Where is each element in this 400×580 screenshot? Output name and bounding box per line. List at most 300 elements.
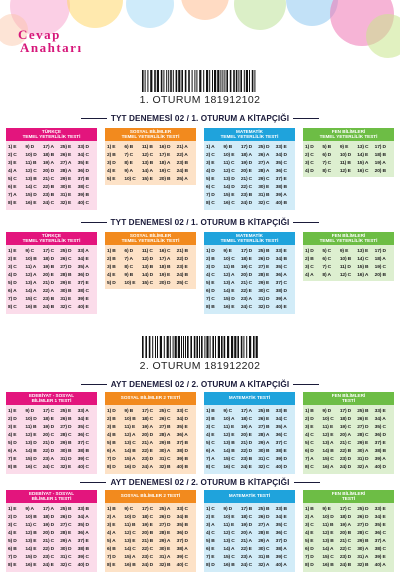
answer-cell: 15) C	[322, 457, 334, 463]
answer-row	[107, 159, 194, 167]
answer-cell: 12) C	[25, 168, 37, 174]
answer-cell: 8) B	[206, 305, 215, 311]
answer-row	[107, 255, 194, 263]
answer-cell: 9) D	[322, 408, 332, 414]
test-column-fen	[303, 128, 394, 210]
answer-row	[206, 263, 293, 271]
answer-cell: 5) E	[305, 538, 314, 544]
answer-row	[107, 415, 194, 423]
answer-row	[107, 464, 194, 472]
answer-cell: 16) D	[159, 144, 171, 150]
answer-list	[6, 141, 97, 210]
test-header	[204, 392, 295, 405]
answer-cell: 15) A	[124, 457, 136, 463]
answer-cell: 31) B	[258, 555, 270, 561]
test-column-matematik	[204, 490, 295, 572]
answer-cell: 39) C	[77, 457, 89, 463]
answer-cell: 4) B	[107, 432, 116, 438]
answer-cell: 35) C	[275, 264, 287, 270]
answer-cell: 3) C	[305, 160, 314, 166]
answer-cell: 19) C	[374, 264, 386, 270]
answer-cell: 9) C	[124, 506, 134, 512]
answer-cell: 31) A	[357, 555, 369, 561]
answer-cell: 13) D	[25, 440, 37, 446]
test-column-fen	[303, 392, 394, 474]
answer-cell: 16) B	[322, 563, 334, 569]
answer-cell: 40) D	[374, 465, 386, 471]
answer-cell: 13) E	[124, 538, 136, 544]
answer-cell: 25) B	[258, 248, 270, 254]
answer-row	[107, 271, 194, 279]
answer-cell: 16) C	[25, 465, 37, 471]
answer-row	[8, 513, 95, 521]
answer-cell: 35) A	[77, 264, 89, 270]
answer-cell: 40) B	[275, 201, 287, 207]
answer-cell: 33) E	[374, 408, 386, 414]
answer-cell: 23) B	[42, 193, 55, 199]
answer-cell: 6) B	[8, 547, 17, 553]
test-header	[204, 128, 295, 141]
answer-cell: 27) C	[60, 522, 72, 528]
answer-cell: 34) E	[275, 514, 287, 520]
answer-cell: 31) D	[357, 457, 369, 463]
answer-cell: 24) A	[141, 465, 153, 471]
answer-row	[305, 271, 392, 279]
answer-cell: 21) A	[141, 440, 153, 446]
answer-cell: 20) E	[42, 272, 54, 278]
answer-cell: 20) B	[339, 530, 352, 536]
answer-cell: 23) D	[339, 555, 352, 561]
answer-row	[206, 439, 293, 447]
answer-cell: 32) A	[258, 563, 270, 569]
answer-cell: 36) D	[176, 530, 188, 536]
answer-cell: 22) E	[240, 547, 252, 553]
answer-cell: 11) B	[322, 522, 334, 528]
barcode-image	[142, 70, 258, 94]
answer-list	[204, 245, 295, 314]
answer-cell: 12) D	[141, 256, 154, 262]
answer-cell: 14) D	[141, 272, 154, 278]
answer-cell: 24) D	[240, 201, 253, 207]
answer-cell: 19) C	[240, 264, 253, 270]
answer-cell: 22) A	[176, 152, 188, 158]
answer-cell: 17) D	[240, 144, 253, 150]
answer-cell: 22) B	[339, 449, 352, 455]
answer-cell: 13) A	[25, 280, 37, 286]
answer-cell: 5) B	[107, 440, 116, 446]
answer-row	[107, 545, 194, 553]
answer-cell: 16) C	[223, 465, 235, 471]
answer-cell: 19) D	[240, 522, 253, 528]
answer-cell: 39) E	[374, 555, 386, 561]
answer-cell: 32) B	[159, 563, 171, 569]
answer-cell: 24) B	[176, 272, 188, 278]
answer-cell: 32) E	[60, 201, 72, 207]
answer-cell: 38) C	[77, 185, 89, 191]
answer-cell: 24) E	[42, 563, 54, 569]
answer-cell: 27) B	[258, 424, 270, 430]
answer-row	[8, 537, 95, 545]
answer-cell: 15) A	[357, 160, 369, 166]
test-column-fen	[303, 232, 394, 314]
answer-cell: 6) D	[206, 289, 215, 295]
answer-cell: 21) B	[176, 248, 188, 254]
answer-cell: 16) E	[25, 563, 37, 569]
test-header	[303, 392, 394, 405]
test-header-line: TÜRKÇE	[41, 232, 62, 238]
answer-cell: 16) C	[159, 248, 171, 254]
answer-cell: 37) C	[275, 440, 287, 446]
answer-cell: 2) A	[305, 514, 314, 520]
answer-cell: 11) C	[25, 522, 37, 528]
answer-cell: 36) C	[275, 168, 287, 174]
answer-row	[305, 407, 392, 415]
answer-cell: 36) D	[77, 272, 89, 278]
answer-row	[107, 521, 194, 529]
test-column-fen	[303, 490, 394, 572]
answer-cell: 34) B	[176, 514, 188, 520]
answer-row	[305, 439, 392, 447]
answer-cell: 33) B	[77, 506, 89, 512]
answer-cell: 2) D	[8, 416, 17, 422]
answer-cell: 17) D	[240, 248, 253, 254]
answer-cell: 15) C	[223, 555, 235, 561]
answer-row	[107, 562, 194, 570]
answer-cell: 5) E	[206, 176, 215, 182]
test-header	[105, 128, 196, 141]
answer-cell: 8) D	[305, 563, 314, 569]
answer-cell: 26) A	[258, 152, 270, 158]
answer-cell: 4) C	[206, 530, 215, 536]
answer-cell: 31) E	[60, 193, 72, 199]
answer-cell: 34) E	[77, 416, 89, 422]
answer-row	[305, 521, 392, 529]
answer-cell: 11) D	[339, 264, 351, 270]
answer-cell: 20) A	[240, 530, 252, 536]
answer-cell: 4) E	[8, 432, 17, 438]
answer-cell: 11) E	[124, 424, 136, 430]
answer-cell: 18) A	[159, 160, 171, 166]
answer-cell: 21) B	[141, 538, 154, 544]
answer-cell: 38) A	[275, 547, 287, 553]
answer-cell: 5) D	[107, 280, 116, 286]
answer-cell: 12) A	[223, 272, 235, 278]
answer-cell: 13) B	[25, 176, 37, 182]
answer-cell: 8) E	[107, 563, 116, 569]
test-header-line: FEN BİLİMLERİ	[331, 392, 366, 398]
answer-row	[8, 407, 95, 415]
answer-cell: 39) D	[275, 457, 287, 463]
answer-cell: 35) C	[374, 424, 386, 430]
answer-cell: 35) E	[77, 160, 89, 166]
answer-cell: 24) D	[141, 563, 154, 569]
answer-cell: 10) D	[25, 152, 37, 158]
answer-cell: 14) B	[25, 449, 37, 455]
answer-list	[6, 405, 97, 474]
answer-cell: 33) B	[275, 408, 287, 414]
answer-row	[206, 271, 293, 279]
answer-cell: 6) D	[305, 547, 314, 553]
answer-row	[206, 513, 293, 521]
answer-cell: 17) C	[339, 506, 352, 512]
answer-cell: 28) E	[258, 530, 270, 536]
answer-cell: 37) C	[275, 280, 287, 286]
test-header	[6, 490, 97, 503]
answer-cell: 14) B	[124, 449, 136, 455]
answer-cell: 8) C	[206, 201, 215, 207]
answer-cell: 14) E	[357, 152, 369, 158]
answer-cell: 8) A	[322, 272, 331, 278]
answer-cell: 38) B	[275, 185, 287, 191]
answer-cell: 4) D	[8, 272, 17, 278]
answer-row	[305, 529, 392, 537]
answer-cell: 30) D	[60, 547, 72, 553]
test-header	[6, 392, 97, 405]
answer-cell: 5) C	[305, 440, 314, 446]
answer-row	[206, 255, 293, 263]
answer-cell: 37) E	[77, 538, 89, 544]
answer-cell: 1) E	[8, 506, 17, 512]
answer-row	[8, 183, 95, 191]
answer-cell: 40) A	[275, 563, 287, 569]
answer-list	[303, 141, 394, 177]
answer-cell: 14) A	[141, 168, 153, 174]
answer-cell: 37) E	[374, 440, 386, 446]
answer-row	[107, 554, 194, 562]
answer-cell: 39) C	[176, 555, 188, 561]
answer-cell: 12) C	[223, 168, 235, 174]
answer-cell: 24) C	[240, 305, 253, 311]
test-column-sosyal	[105, 232, 196, 314]
answer-cell: 19) A	[42, 160, 54, 166]
answer-cell: 34) E	[77, 256, 89, 262]
answer-cell: 14) D	[223, 185, 235, 191]
answer-cell: 3) C	[206, 424, 215, 430]
answer-cell: 4) E	[305, 530, 314, 536]
answer-cell: 24) B	[176, 168, 188, 174]
answer-cell: 34) A	[77, 514, 89, 520]
answer-cell: 33) E	[275, 248, 287, 254]
answer-list	[6, 245, 97, 314]
answer-cell: 33) C	[176, 506, 188, 512]
answer-cell: 13) B	[223, 440, 235, 446]
answer-cell: 25) C	[159, 408, 171, 414]
answer-row	[305, 263, 392, 271]
answer-cell: 18) B	[159, 264, 171, 270]
answer-cell: 2) B	[206, 256, 215, 262]
answer-cell: 19) E	[159, 272, 171, 278]
answer-cell: 17) C	[42, 248, 55, 254]
answer-cell: 34) C	[77, 152, 89, 158]
answer-row	[206, 159, 293, 167]
answer-cell: 13) C	[357, 144, 369, 150]
test-header-line: EDEBİYAT - SOSYAL	[28, 392, 74, 398]
answer-cell: 4) A	[305, 272, 314, 278]
answer-cell: 21) D	[240, 440, 253, 446]
answer-cell: 8) B	[8, 465, 17, 471]
answer-cell: 13) A	[322, 440, 334, 446]
answer-cell: 37) D	[176, 538, 188, 544]
answer-cell: 4) D	[305, 168, 314, 174]
answer-cell: 39) A	[275, 193, 287, 199]
answer-cell: 30) A	[159, 449, 171, 455]
answer-cell: 22) D	[176, 256, 188, 262]
answer-cell: 7) A	[124, 256, 133, 262]
test-header-line: SOSYAL BİLİMLER	[129, 232, 172, 238]
answer-cell: 10) A	[223, 416, 235, 422]
answer-list	[105, 405, 196, 474]
test-column-turkce	[6, 232, 97, 314]
answer-cell: 40) D	[77, 563, 89, 569]
brand-line1: Cevap	[18, 27, 61, 42]
answer-cell: 9) B	[124, 408, 134, 414]
answer-row	[8, 521, 95, 529]
answer-row	[8, 505, 95, 513]
answer-cell: 18) B	[42, 152, 55, 158]
answer-list	[204, 503, 295, 572]
answer-cell: 5) D	[8, 280, 17, 286]
answer-cell: 19) D	[42, 522, 55, 528]
answer-cell: 28) C	[357, 530, 369, 536]
answer-cell: 27) A	[60, 160, 72, 166]
answer-cell: 35) A	[275, 424, 287, 430]
answer-cell: 18) C	[141, 514, 154, 520]
answer-row	[107, 407, 194, 415]
answer-cell: 25) B	[258, 506, 270, 512]
answer-cell: 10) B	[339, 256, 352, 262]
answer-cell: 7) E	[8, 457, 17, 463]
answer-cell: 8) C	[322, 168, 332, 174]
answer-cell: 28) C	[60, 432, 72, 438]
answer-row	[107, 513, 194, 521]
answer-cell: 35) B	[176, 522, 188, 528]
answer-row	[107, 447, 194, 455]
answer-cell: 24) C	[42, 201, 55, 207]
test-header	[105, 490, 196, 503]
answer-cell: 14) B	[322, 449, 334, 455]
answer-cell: 27) B	[159, 424, 171, 430]
answer-cell: 12) E	[322, 530, 334, 536]
answer-cell: 37) E	[275, 176, 287, 182]
answer-cell: 12) E	[25, 432, 37, 438]
answer-row	[206, 200, 293, 208]
answer-row	[8, 296, 95, 304]
answer-cell: 31) D	[60, 457, 72, 463]
answer-row	[8, 304, 95, 312]
answer-cell: 18) E	[240, 256, 252, 262]
answer-row	[8, 175, 95, 183]
answer-row	[8, 151, 95, 159]
answer-row	[107, 167, 194, 175]
answer-cell: 15) D	[25, 193, 37, 199]
answer-cell: 27) D	[357, 424, 369, 430]
test-header-line: BİLİMLER 1 TESTİ	[31, 495, 72, 501]
answer-cell: 31) C	[60, 555, 72, 561]
answer-cell: 28) B	[60, 272, 72, 278]
answer-cell: 40) A	[374, 563, 386, 569]
answer-row	[305, 554, 392, 562]
answer-cell: 15) C	[223, 457, 235, 463]
answer-cell: 5) C	[206, 440, 215, 446]
answer-cell: 19) A	[339, 522, 351, 528]
answer-row	[206, 304, 293, 312]
answer-cell: 33) E	[275, 144, 287, 150]
brand-line2: Anahtarı	[20, 40, 83, 55]
answer-cell: 2) C	[206, 152, 215, 158]
answer-cell: 7) C	[124, 152, 134, 158]
answer-cell: 21) C	[339, 538, 352, 544]
answer-cell: 32) C	[258, 201, 270, 207]
answer-row	[8, 167, 95, 175]
answer-cell: 17) D	[374, 144, 386, 150]
answer-cell: 7) D	[305, 555, 314, 561]
answer-cell: 29) B	[357, 538, 369, 544]
answer-cell: 2) D	[8, 514, 17, 520]
answer-cell: 39) B	[176, 457, 188, 463]
answer-cell: 29) A	[159, 538, 171, 544]
answer-cell: 9) D	[25, 144, 35, 150]
answer-cell: 29) E	[258, 280, 270, 286]
answer-cell: 24) E	[240, 465, 252, 471]
answer-cell: 5) E	[107, 176, 116, 182]
answer-cell: 22) A	[42, 289, 54, 295]
answer-cell: 7) C	[322, 264, 332, 270]
answer-cell: 22) D	[42, 547, 55, 553]
answer-cell: 40) C	[77, 201, 89, 207]
answer-cell: 8) E	[8, 201, 17, 207]
answer-cell: 11) A	[25, 264, 37, 270]
answer-cell: 1) E	[8, 408, 17, 414]
answer-cell: 18) A	[240, 152, 252, 158]
answer-cell: 26) C	[60, 256, 72, 262]
answer-cell: 15) D	[25, 457, 37, 463]
test-header	[303, 128, 394, 141]
answer-cell: 20) A	[339, 432, 351, 438]
answer-cell: 19) C	[339, 424, 352, 430]
answer-cell: 34) A	[374, 416, 386, 422]
answer-cell: 3) C	[8, 522, 17, 528]
answer-cell: 14) A	[25, 289, 37, 295]
answer-cell: 13) B	[141, 264, 154, 270]
answer-cell: 25) B	[357, 408, 369, 414]
answer-cell: 33) D	[77, 144, 89, 150]
answer-list	[105, 245, 196, 289]
test-column-sosyal	[105, 128, 196, 210]
answer-cell: 10) C	[124, 176, 136, 182]
answer-cell: 26) B	[60, 416, 72, 422]
answer-cell: 11) E	[223, 522, 235, 528]
answer-row	[305, 562, 392, 570]
answer-cell: 38) A	[176, 547, 188, 553]
brand-logo	[18, 28, 138, 54]
answer-row	[206, 407, 293, 415]
answer-cell: 12) C	[339, 272, 352, 278]
answer-cell: 8) E	[124, 160, 133, 166]
answer-cell: 9) D	[25, 408, 35, 414]
answer-cell: 33) A	[77, 248, 89, 254]
answer-cell: 39) B	[77, 193, 89, 199]
answer-cell: 2) E	[206, 514, 215, 520]
answer-cell: 11) E	[223, 424, 235, 430]
answer-cell: 29) C	[258, 176, 270, 182]
answer-cell: 39) A	[275, 297, 287, 303]
answer-cell: 26) D	[258, 256, 270, 262]
answer-cell: 23) A	[42, 457, 54, 463]
answer-cell: 3) E	[8, 424, 17, 430]
answer-row	[305, 505, 392, 513]
answer-cell: 2) B	[305, 256, 314, 262]
answer-cell: 17) E	[159, 152, 171, 158]
